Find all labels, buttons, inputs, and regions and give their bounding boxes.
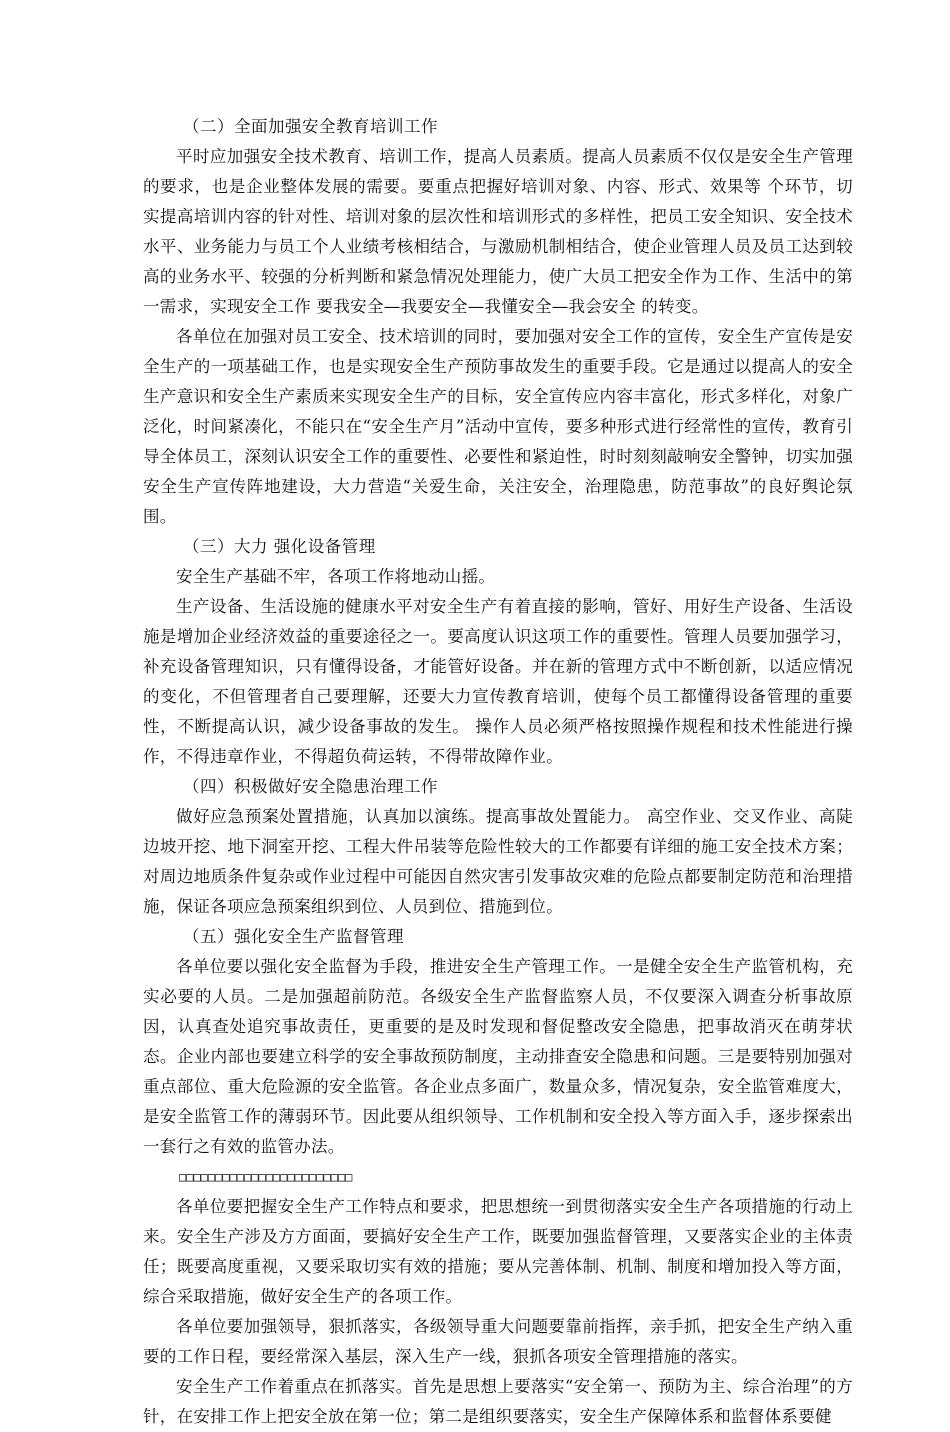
paragraph: 安全生产基础不牢，各项工作将地动山摇。	[176, 567, 496, 586]
paragraph: 各单位要加强领导，狠抓落实，各级领导重大问题要靠前指挥，亲手抓，把安全生产纳入重要的工作日程，要经常深入基层，深入生产一线，狠抓各项安全管理措施的落实。	[143, 1317, 853, 1366]
paragraph: 平时应加强安全技术教育、培训工作，提高人员素质。提高人员素质不仅仅是安全生产管理的要求，也是企业整体发展的需要。要重点把握好培训对象、内容、形式、效果等 个环节，切实提高培训内容的针对性、培训对象的层次性和培训形式的多样性，把员工安全知识、安全技术水平、业务能力与员工个人业绩考核相结合，与激励机制相结合，使企业管理人员及员工达到较高的业务水平、较强的分析判断和紧急情况处理能力，使广大员工把安全作为工作、生活中的第一需求，实现安全工作 要我安全—我要安全—我懂安全—我会安全 的转变。	[143, 147, 853, 316]
document-page	[143, 112, 853, 1432]
paragraph: 各单位要把握安全生产工作特点和要求，把思想统一到贯彻落实安全生产各项措施的行动上来。安全生产涉及方方面面，要搞好安全生产工作，既要加强监督管理，又要落实企业的主体责任；既要高度重视，又要采取切实有效的措施；要从完善体制、机制、制度和增加投入等方面，综合采取措施，做好安全生产的各项工作。	[143, 1197, 853, 1306]
paragraph: 生产设备、生活设施的健康水平对安全生产有着直接的影响，管好、用好生产设备、生活设施是增加企业经济效益的重要途径之一。要高度认识这项工作的重要性。管理人员要加强学习，补充设备管理知识，只有懂得设备，才能管好设备。并在新的管理方式中不断创新，以适应情况的变化，不但管理者自己要理解，还要大力宣传教育培训，使每个员工都懂得设备管理的重要性，不断提高认识，减少设备事故的发生。 操作人员必须严格按照操作规程和技术性能进行操作，不得违章作业，不得超负荷运转，不得带故障作业。	[143, 597, 853, 766]
paragraph: 各单位在加强对员工安全、技术培训的同时，要加强对安全工作的宣传，安全生产宣传是安全生产的一项基础工作，也是实现安全生产预防事故发生的重要手段。它是通过以提高人的安全生产意识和安全生产素质来实现安全生产的目标，安全宣传应内容丰富化，形式多样化，对象广泛化，时间紧凑化，不能只在“安全生产月”活动中宣传，要多种形式进行经常性的宣传，教育引导全体员工，深刻认识安全工作的重要性、必要性和紧迫性，时时刻刻敲响安全警钟，切实加强安全生产宣传阵地建设，大力营造“关爱生命，关注安全，治理隐患，防范事故”的良好舆论氛围。	[143, 327, 853, 526]
section-heading-5: （五）强化安全生产监督管理	[183, 927, 404, 946]
paragraph: 做好应急预案处置措施，认真加以演练。提高事故处置能力。 高空作业、交叉作业、高陡边坡开挖、地下洞室开挖、工程大件吊装等危险性较大的工作都要有详细的施工安全技术方案；对周边地质条件复杂或作业过程中可能因自然灾害引发事故灾难的危险点都要制定防范和治理措施，保证各项应急预案组织到位、人员到位、措施到位。	[143, 807, 853, 916]
section-heading-garbled: □□□□□□□□□□□□□□□□□□□□□□□□	[179, 1170, 353, 1184]
section-heading-3: （三）大力 强化设备管理	[183, 537, 376, 556]
section-heading-4: （四）积极做好安全隐患治理工作	[183, 777, 438, 796]
section-heading-2: （二）全面加强安全教育培训工作	[183, 117, 438, 136]
paragraph: 安全生产工作着重点在抓落实。首先是思想上要落实“安全第一、预防为主、综合治理”的方针，在安排工作上把安全放在第一位；第二是组织要落实，安全生产保障体系和监督体系要健	[143, 1377, 853, 1426]
paragraph: 各单位要以强化安全监督为手段，推进安全生产管理工作。一是健全安全生产监管机构，充实必要的人员。二是加强超前防范。各级安全生产监督监察人员，不仅要深入调查分析事故原因，认真查处追究事故责任，更重要的是及时发现和督促整改安全隐患，把事故消灭在萌芽状态。企业内部也要建立科学的安全事故预防制度，主动排查安全隐患和问题。三是要特别加强对重点部位、重大危险源的安全监管。各企业点多面广，数量众多，情况复杂，安全监管难度大，是安全监管工作的薄弱环节。因此要从组织领导、工作机制和安全投入等方面入手，逐步探索出一套行之有效的监管办法。	[143, 957, 853, 1156]
